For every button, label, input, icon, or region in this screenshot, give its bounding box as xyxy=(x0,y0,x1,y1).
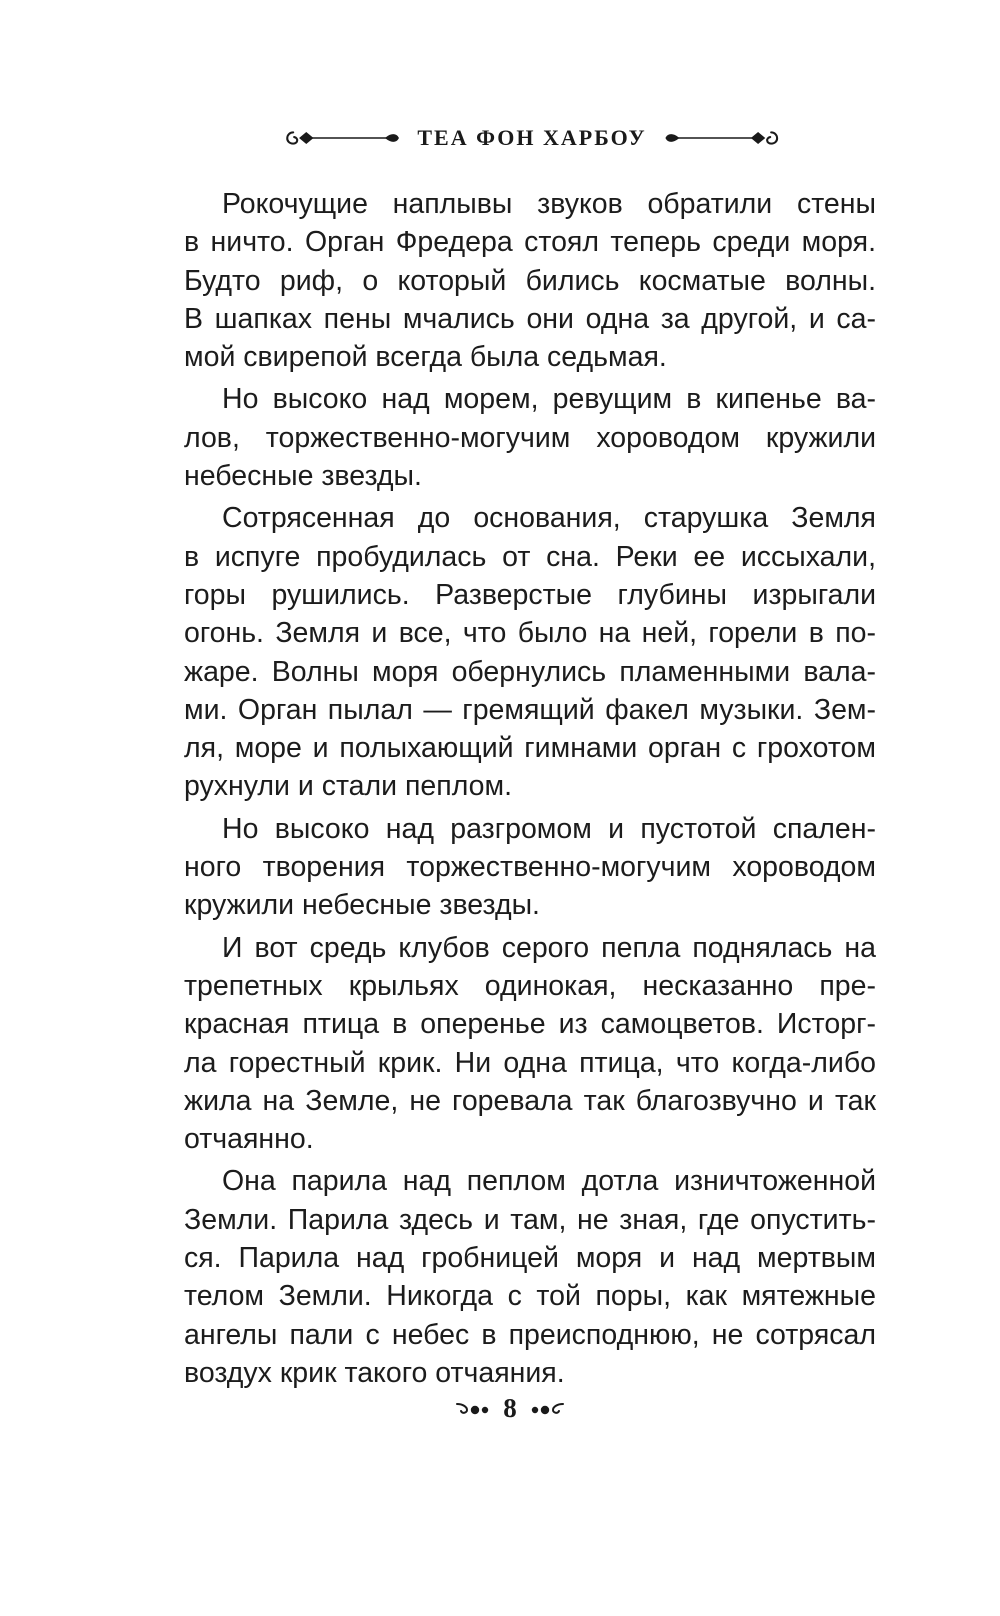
text-line: кружили небесные звезды. xyxy=(184,889,540,922)
running-header xyxy=(282,118,782,158)
text-line: ся. Парила над гробницей моря и над мертвым xyxy=(184,1242,876,1275)
text-line: огонь. Земля и все, что было на ней, горели в по- xyxy=(184,617,876,650)
paragraph-2 xyxy=(184,380,876,495)
text-line: небесные звезды. xyxy=(184,460,422,493)
text-line: ного творения торжественно-могучим хороводом xyxy=(184,851,876,884)
text-line: трепетных крыльях одинокая, несказанно пре- xyxy=(184,969,876,1002)
text-line: Она парила над пеплом дотла изничтоженной xyxy=(222,1165,876,1198)
paragraph-3 xyxy=(184,499,876,805)
text-line: Рокочущие наплывы звуков обратили стены xyxy=(222,188,876,220)
text-line: ангелы пали с небес в преисподнюю, не сотрясал xyxy=(184,1318,876,1351)
paragraph-6 xyxy=(184,1162,876,1392)
text-line: В шапках пены мчались они одна за другой, и са- xyxy=(184,302,876,335)
text-line: Сотрясенная до основания, старушка Земля xyxy=(222,502,876,535)
text-line: Земли. Парила здесь и там, не зная, где опустить- xyxy=(184,1203,876,1236)
text-line: Будто риф, о который бились косматые волны. xyxy=(184,264,876,297)
folio-ornament-right-icon xyxy=(527,1398,567,1418)
text-line: отчаянно. xyxy=(184,1123,314,1156)
text-line: И вот средь клубов серого пепла поднялась на xyxy=(222,931,876,964)
text-line: горы рушились. Разверстые глубины изрыгали xyxy=(184,578,876,611)
text-line: рухнули и стали пеплом. xyxy=(184,770,513,803)
text-line: Но высоко над разгромом и пустотой спален- xyxy=(222,812,876,845)
page-number: 8 xyxy=(503,1392,517,1423)
page-folio xyxy=(430,1388,590,1428)
book-author-title: ТЕА ФОН ХАРБОУ xyxy=(417,125,647,150)
paragraph-4 xyxy=(184,810,876,925)
text-line: телом Земли. Никогда с той поры, как мятежные xyxy=(184,1280,876,1313)
text-line: воздух крик такого отчаяния. xyxy=(184,1356,565,1389)
text-line: ми. Орган пылал — гремящий факел музыки. Зем- xyxy=(184,693,876,726)
text-line: в испуге пробудилась от сна. Реки ее иссыхали, xyxy=(184,540,876,573)
text-line: Но высоко над морем, ревущим в кипенье ва- xyxy=(222,383,876,416)
text-line: мой свирепой всегда была седьмая. xyxy=(184,341,667,374)
text-line: в ничто. Орган Фредера стоял теперь среди моря. xyxy=(184,226,876,259)
scroll-ornament-left-icon xyxy=(282,126,403,150)
text-line: красная птица в оперенье из самоцветов. Исторг- xyxy=(184,1008,876,1041)
scroll-ornament-right-icon xyxy=(661,126,782,150)
text-line: жила на Земле, не горевала так благозвучно и так xyxy=(184,1084,876,1117)
text-line: лов, торжественно-могучим хороводом кружили xyxy=(184,421,876,454)
text-line: ла горестный крик. Ни одна птица, что когда-либо xyxy=(184,1046,876,1079)
paragraph-1 xyxy=(184,185,876,376)
text-line: ля, море и полыхающий гимнами орган с грохотом xyxy=(184,732,876,765)
text-line: жаре. Волны моря обернулись пламенными вала- xyxy=(184,655,876,688)
folio-ornament-left-icon xyxy=(453,1398,493,1418)
paragraph-5 xyxy=(184,929,876,1159)
body-text xyxy=(184,185,876,1396)
